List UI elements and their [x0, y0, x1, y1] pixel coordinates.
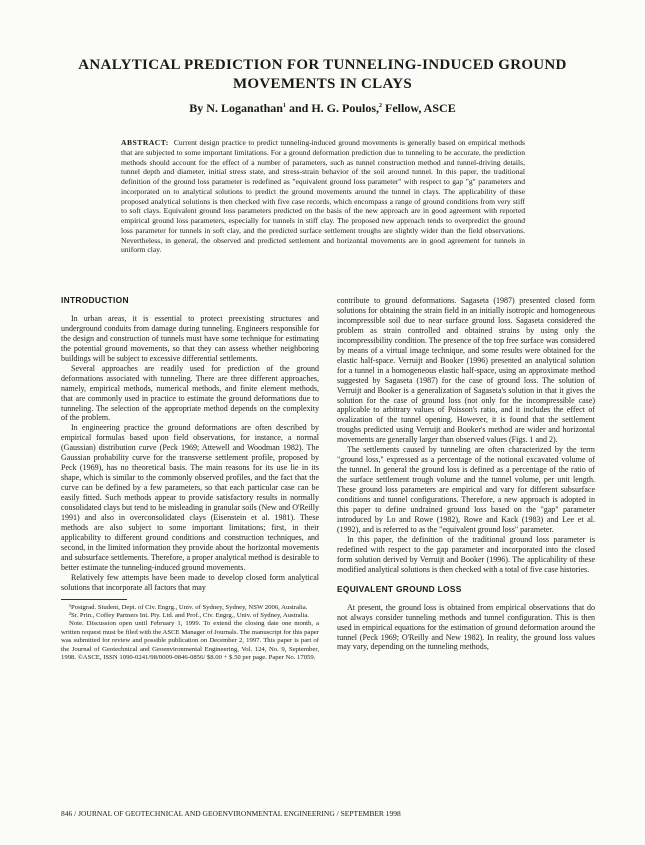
author-2-marker: 2: [379, 103, 383, 109]
footnotes: [61, 604, 319, 663]
footnote-divider: [61, 599, 127, 600]
body-paragraph-equivalent-loss: At present, the ground loss is obtained from empirical observations that do not always consider tunneling methods and tunnel configuration. This is then used in empirical equations for the estimation of ground deformation around the tunnel (Peck 1969; O'Reilly and New 1982). In reality, the ground loss values may vary, depending on the tunneling methods,: [337, 602, 595, 652]
intro-paragraph-1: In urban areas, it is essential to protect preexisting structures and underground conduits from damage during tunneling. Engineers responsible for the design and construction of tunnels must have some technique for estimating the potential ground movements, so that they can assess whether neighboring buildings will be subject to excessive differential settlements.: [61, 313, 319, 363]
footnote-discussion-note: Note. Discussion open until February 1, 1999. To extend the closing date one month, a written request must be filed with the ASCE Manager of Journals. The manuscript for this paper was submitted for review and possible publication on December 2, 1997. This paper is part of the Journal of Geotechnical and Geoenvironmental Engineering, Vol. 124, No. 9, September, 1998. ©ASCE, ISSN 1090-0241/98/0009-0846-0856/ $8.00 + $.50 per page. Paper No. 17059.: [61, 620, 319, 662]
abstract-text: Current design practice to predict tunneling-induced ground movements is generally based on empirical methods that are subjected to some important limitations. For a ground deformation prediction due to tunneling to be accurate, the prediction methods should account for the effect of a number of parameters, such as tunnel construction method and tunnel-driving details, tunnel depth and diameter, initial stress state, and stress-strain behavior of the soil around tunnel. In this paper, the traditional definition of the ground loss parameter is redefined as "equivalent ground loss parameter" with respect to gap "g" parameters and incorporated on to analytical solutions to predict the ground movements around the tunnel in clays. The applicability of these proposed analytical solutions is then checked with five case records, which encompass a range of ground conditions from very stiff to soft clays. Equivalent ground loss parameters predicted on the basis of the new approach are in good agreement with reported empirical ground loss parameters, especially for tunnels in stiff clay. The proposed new approach tends to overpredict the ground loss parameter for tunnels in soft clay, and the predicted surface settlement troughs are slightly wider than the field observations. Nevertheless, in general, the observed and predicted settlement and horizontal movements are in good agreement for tunnels in uniform clay.: [121, 138, 525, 255]
body-paragraph-ground-loss: The settlements caused by tunneling are often characterized by the term "ground loss," expressed as a percentage of the notional excavated volume of the tunnel. In general the ground loss is defined as a percentage of the ratio of the surface settlement trough volume and the tunnel volume, per unit length. These ground loss parameters are empirical and vary for different subsurface conditions and tunnel configurations. Therefore, a new approach is adopted in this paper to define undrained ground loss based on the "gap" parameter introduced by Lo and Rowe (1982), Rowe and Kack (1983) and Lee et al. (1992), and is referred to as the "equivalent ground loss" parameter.: [337, 445, 595, 534]
paper-title: [60, 56, 585, 94]
footnote-author-1: ¹Postgrad. Student, Dept. of Civ. Engrg., Univ. of Sydney, Sydney, NSW 2006, Australia.: [69, 603, 308, 611]
author-and: and H. G. Poulos,: [285, 101, 380, 115]
body-paragraph-this-paper: In this paper, the definition of the traditional ground loss parameter is redefined with respect to the gap parameter and incorporated into the closed form solution derived by Verruijt and Booker (1996). The applicability of these modified analytical solutions is then checked with a total of five case histories.: [337, 534, 595, 574]
abstract-label: ABSTRACT:: [121, 138, 169, 147]
title-line-2: MOVEMENTS IN CLAYS: [232, 76, 413, 92]
intro-paragraph-3: In engineering practice the ground deformations are often described by empirical formulas based upon field observations, for instance, a normal (Gaussian) distribution curve (Peck 1969; Attewell and Woodman 1982). The Gaussian probability curve for the transverse settlement profile, proposed by Peck (1969), has no theoretical basis. The main reasons for its use lie in its shape, which is similar to the commonly observed profiles, and the fact that the curve can be defined by a few parameters, so that each particular case can be easily fitted. Such methods appear to provide satisfactory results in normally consolidated clays but tend to be misleading in granular soils (New and O'Reilly 1991) and also in overconsolidated clays (Eisenstein et al. 1981). These methods are also subject to some important limitations; first, in their applicability to different ground conditions and construction techniques, and second, in the limited information they provide about the horizontal movements and subsurface settlements. Therefore, a proper analytical method is desirable to better estimate the tunneling-induced ground movements.: [61, 423, 319, 572]
title-line-1: ANALYTICAL PREDICTION FOR TUNNELING-INDUCED GROUND: [78, 57, 567, 73]
introduction-heading: INTRODUCTION: [61, 295, 129, 305]
page-footer: 846 / JOURNAL OF GEOTECHNICAL AND GEOENVIRONMENTAL ENGINEERING / SEPTEMBER 1998: [61, 809, 401, 818]
equivalent-ground-loss-heading: EQUIVALENT GROUND LOSS: [337, 583, 462, 594]
author-1: By N. Loganathan: [189, 101, 283, 115]
right-column: [337, 296, 595, 652]
body-paragraph-continued: contribute to ground deformations. Sagaseta (1987) presented closed form solutions for obtaining the strain field in an initially isotropic and homogeneous incompressible soil due to near surface ground loss. Sagaseta considered the problem as strain controlled and obtained strains by using only the incompressibility condition. The presence of the top free surface was considered by means of a virtual image technique, and some results were obtained for the elastic half-space. Verruijt and Booker (1996) presented an analytical solution for a tunnel in a homogeneous elastic half-space, using an approximate method suggested by Sagaseta (1987) for the case of ground loss. The solution of Verruijt and Booker is a generalization of Sagaseta's solution in that it gives the solution for the case of ground loss (not only for the incompressible case) applicable to arbitrary values of Poisson's ratio, and it includes the effect of ovalization of the tunnel opening. However, it is found that the settlement troughs predicted using Verruijt and Booker's method are wider and horizontal movements are generally larger than observed values (Figs. 1 and 2).: [337, 296, 595, 445]
abstract-block: [121, 138, 525, 255]
intro-paragraph-2: Several approaches are readily used for prediction of the ground deformations associated with tunneling. There are three different approaches, namely, empirical methods, numerical methods, and finite element methods, that are commonly used in practice to estimate the ground deformations due to tunneling. The selection of the appropriate method depends on the complexity of the problem.: [61, 363, 319, 423]
author-rank: Fellow, ASCE: [382, 101, 456, 115]
author-1-marker: 1: [282, 103, 286, 109]
footnote-author-2: ²Sr. Prin., Coffey Partners Int. Pty. Ltd. and Prof., Civ. Engrg., Univ. of Sydney, Australia.: [69, 612, 310, 620]
author-line: [60, 101, 585, 116]
intro-paragraph-4: Relatively few attempts have been made to develop closed form analytical solutions that incorporate all factors that may: [61, 572, 319, 592]
left-column: [61, 296, 319, 662]
